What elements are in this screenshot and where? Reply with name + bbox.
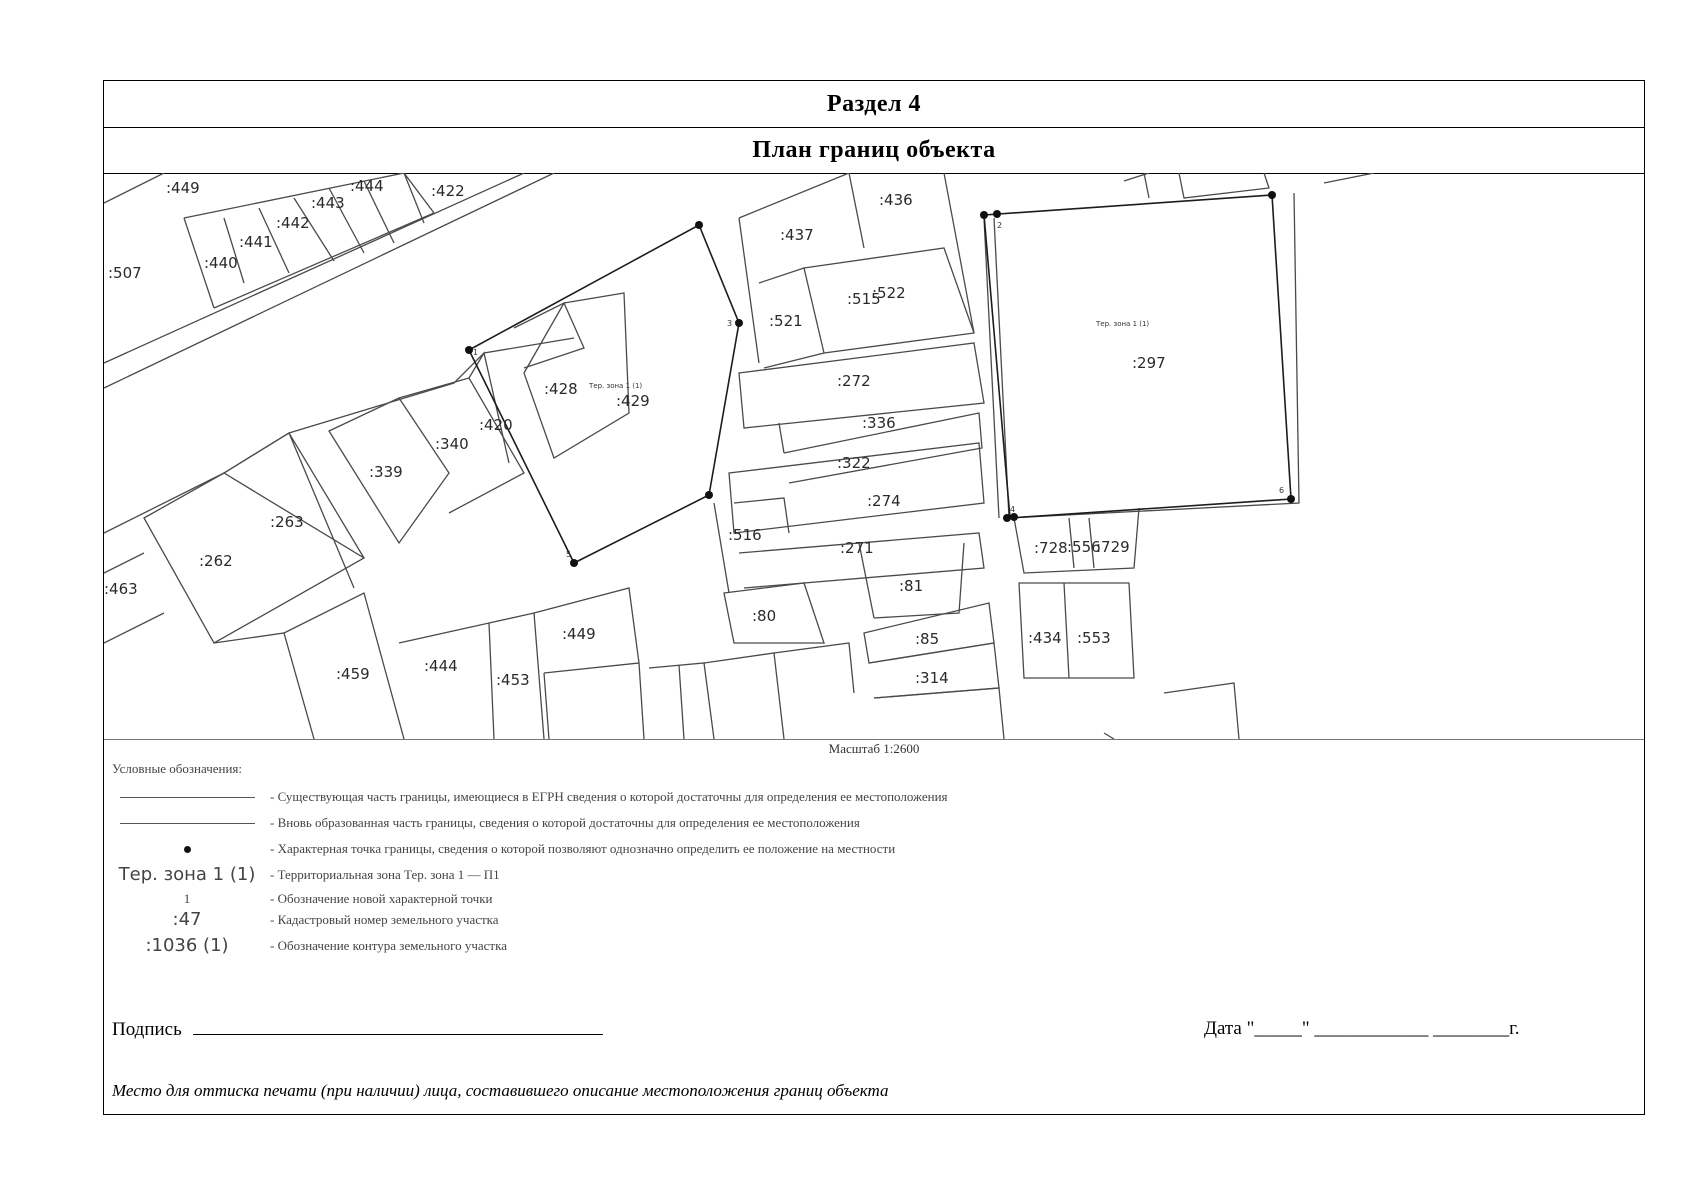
point-number: 1 xyxy=(473,348,479,357)
parcel-label: :420 xyxy=(479,416,513,434)
parcel-label: :463 xyxy=(104,580,138,598)
legend-item-boundary-point xyxy=(112,841,895,857)
boundary-point xyxy=(1268,191,1276,199)
legend xyxy=(112,761,1212,956)
parcel-label: :441 xyxy=(239,233,273,251)
parcel-label: :422 xyxy=(431,182,465,200)
parcel-label: :80 xyxy=(752,607,777,625)
section-heading: Раздел 4 xyxy=(104,81,1644,128)
legend-cadastral-symbol: :47 xyxy=(172,909,202,930)
parcel-label: :442 xyxy=(276,214,310,232)
boundary-points xyxy=(465,191,1295,567)
point-number: 6 xyxy=(1279,486,1285,495)
document-frame xyxy=(103,80,1645,1115)
parcel-label: :515 xyxy=(847,290,881,308)
parcel-label: :521 xyxy=(769,312,803,330)
parcel-label: :85 xyxy=(915,630,940,648)
boundary-point xyxy=(735,319,743,327)
parcel-label: :444 xyxy=(350,177,384,195)
legend-line-symbol xyxy=(112,823,262,824)
point-number: 3 xyxy=(727,319,733,328)
signature-label: Подпись xyxy=(112,1019,182,1040)
legend-item-point-number xyxy=(112,891,493,907)
boundary-point xyxy=(1003,514,1011,522)
legend-text: - Кадастровый номер земельного участка xyxy=(270,911,499,927)
boundary-point xyxy=(695,221,703,229)
legend-item-cadastral-number xyxy=(112,909,499,930)
legend-dot-symbol xyxy=(112,846,262,853)
territorial-zone-label: Тер. зона 1 (1) xyxy=(1096,320,1150,328)
date-field[interactable]: Дата "_____" ____________ ________г. xyxy=(1204,1018,1520,1039)
point-number: 4 xyxy=(1010,505,1016,514)
parcel-label: :444 xyxy=(424,657,458,675)
parcel-label: :507 xyxy=(108,264,142,282)
legend-line-symbol xyxy=(112,797,262,798)
boundary-point xyxy=(1010,513,1018,521)
parcel-label: :322 xyxy=(837,454,871,472)
legend-title: Условные обозначения: xyxy=(112,761,243,776)
parcel-label: :297 xyxy=(1132,354,1166,372)
legend-point-symbol: 1 xyxy=(183,891,191,906)
parcel-label: :729 xyxy=(1096,538,1130,556)
boundary-point xyxy=(993,210,1001,218)
plan-title: План границ объекта xyxy=(104,127,1644,174)
territorial-zone-label: Тер. зона 1 (1) xyxy=(589,382,643,390)
parcel-label: :453 xyxy=(496,671,530,689)
legend-item-new-boundary xyxy=(112,815,860,831)
parcel-label: :263 xyxy=(270,513,304,531)
legend-text: - Обозначение новой характерной точки xyxy=(270,891,493,906)
parcel-label: :449 xyxy=(562,625,596,643)
central-blocks xyxy=(714,173,1374,739)
parcel-label: :340 xyxy=(435,435,469,453)
parcel-label: :556 xyxy=(1067,538,1101,556)
cadastral-map xyxy=(104,173,1644,740)
map-canvas xyxy=(104,173,1644,739)
parcel-label: :314 xyxy=(915,669,949,687)
legend-contour-symbol: :1036 (1) xyxy=(145,935,229,956)
parcel-label: :429 xyxy=(616,392,650,410)
legend-text: - Существующая часть границы, имеющиеся в ЕГРН сведения о которой достаточны для определения ее местоположения xyxy=(270,789,948,804)
parcel-label: :271 xyxy=(840,539,874,557)
parcel-label: :274 xyxy=(867,492,901,510)
parcel-label: :262 xyxy=(199,552,233,570)
parcel-label: :440 xyxy=(204,254,238,272)
signature-line[interactable] xyxy=(193,1018,603,1035)
parcel-label: :272 xyxy=(837,372,871,390)
parcel-label: :443 xyxy=(311,194,345,212)
parcel-label: :553 xyxy=(1077,629,1111,647)
parcel-label: :81 xyxy=(899,577,924,595)
parcel-label: :522 xyxy=(872,284,906,302)
legend-item-existing-boundary xyxy=(112,789,948,805)
point-number: 2 xyxy=(997,221,1003,230)
boundary-point xyxy=(465,346,473,354)
parcel-label: :428 xyxy=(544,380,578,398)
legend-text: - Территориальная зона Тер. зона 1 — П1 xyxy=(270,866,500,882)
boundary-point xyxy=(980,211,988,219)
parcel-label: :516 xyxy=(728,526,762,544)
legend-zone-symbol: Тер. зона 1 (1) xyxy=(118,864,256,885)
stamp-note: Место для оттиска печати (при наличии) лица, составившего описание местоположения границ объекта xyxy=(112,1081,889,1100)
boundary-point xyxy=(570,559,578,567)
parcel-label: :459 xyxy=(336,665,370,683)
legend-item-contour xyxy=(112,935,507,956)
parcel-label: :449 xyxy=(166,179,200,197)
parcel-label: :339 xyxy=(369,463,403,481)
point-number: 5 xyxy=(566,550,572,559)
boundary-point xyxy=(705,491,713,499)
boundary-point xyxy=(1287,495,1295,503)
parcel-label: :336 xyxy=(862,414,896,432)
parcel-label: :434 xyxy=(1028,629,1062,647)
signature-row xyxy=(112,1018,603,1041)
legend-text: - Обозначение контура земельного участка xyxy=(270,937,507,953)
legend-text: - Характерная точка границы, сведения о которой позволяют однозначно определить ее положение на местности xyxy=(270,841,896,856)
parcel-label: :436 xyxy=(879,191,913,209)
parcel-label: :728 xyxy=(1034,539,1068,557)
legend-item-territorial-zone xyxy=(112,864,500,885)
parcel-label: :437 xyxy=(780,226,814,244)
map-scale: Масштаб 1:2600 xyxy=(828,741,920,756)
legend-text: - Вновь образованная часть границы, сведения о которой достаточны для определения ее местоположения xyxy=(270,815,860,830)
